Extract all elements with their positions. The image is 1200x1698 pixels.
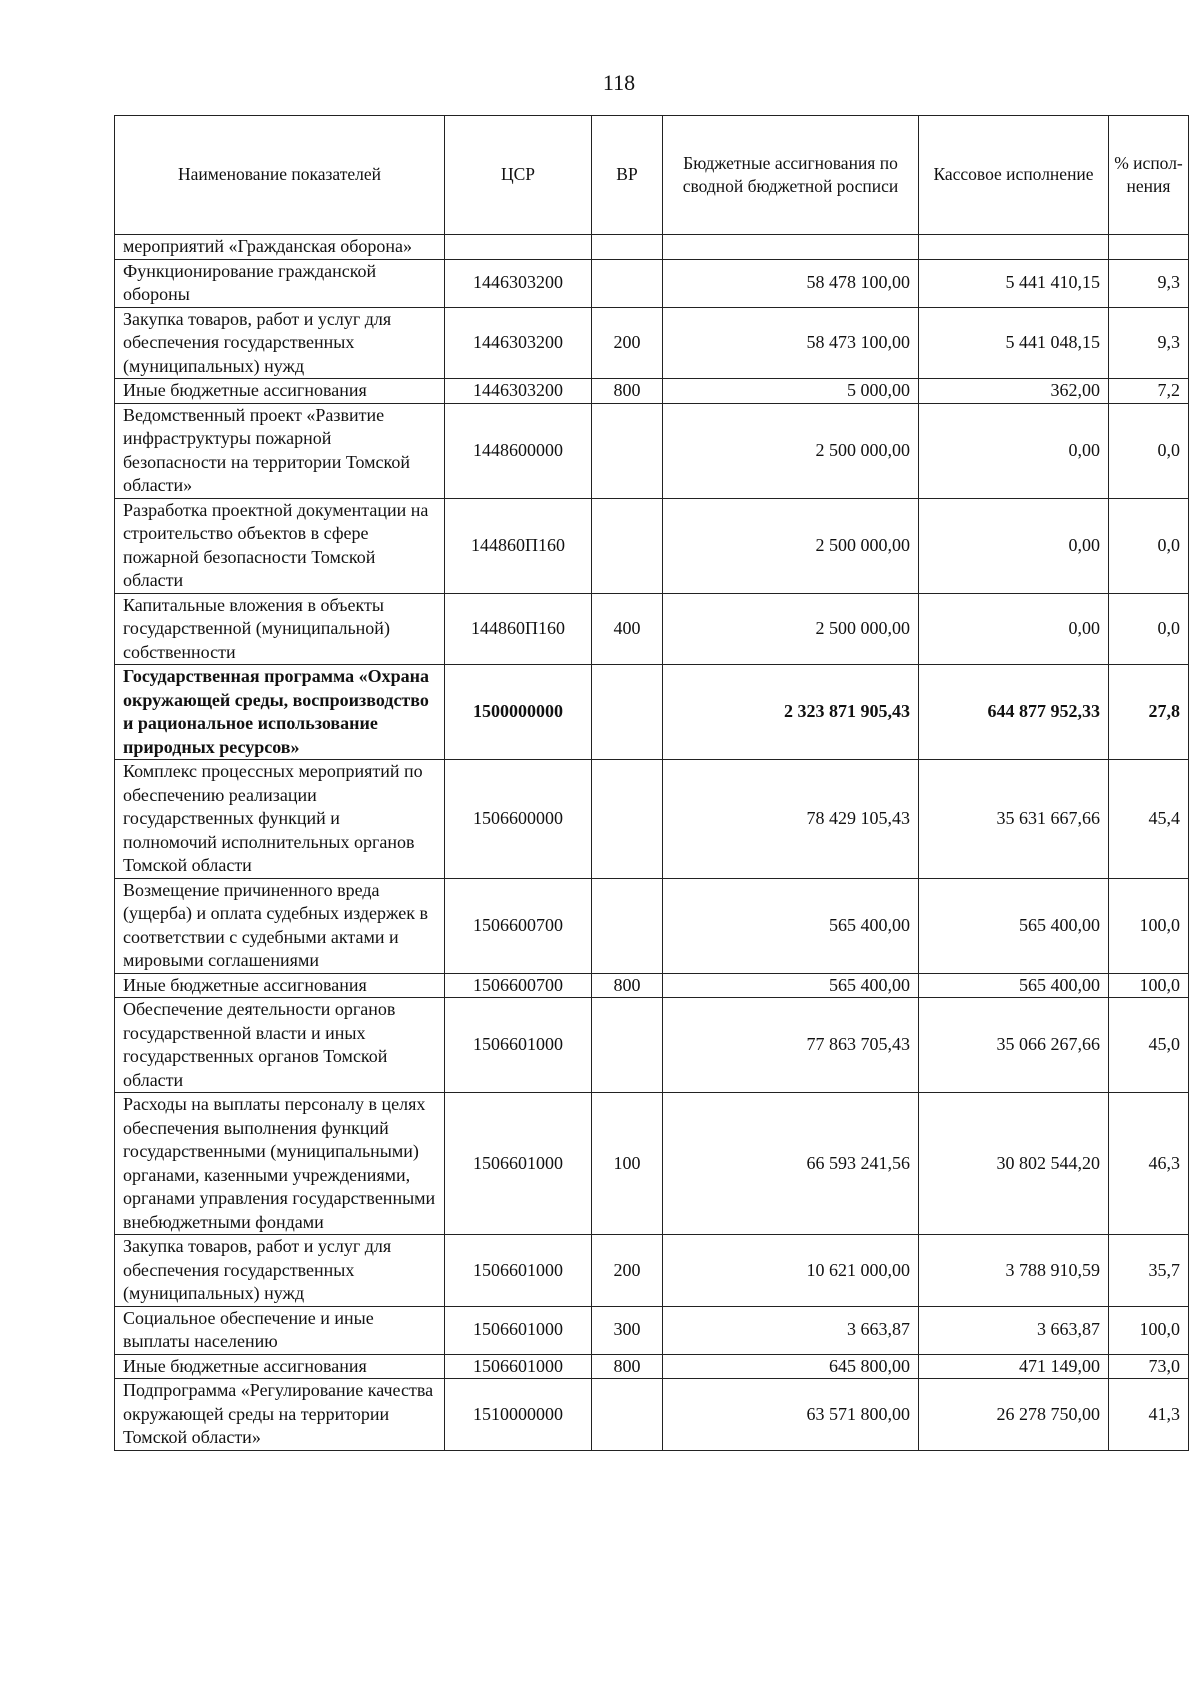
cell-budget: 645 800,00 bbox=[663, 1354, 919, 1379]
table-row bbox=[115, 403, 1189, 498]
cell-csr: 1506601000 bbox=[445, 1306, 592, 1354]
cell-percent: 35,7 bbox=[1109, 1235, 1189, 1307]
header-budget: Бюджетные ассигнования по сводной бюджетной росписи bbox=[663, 116, 919, 235]
cell-budget: 2 500 000,00 bbox=[663, 593, 919, 665]
cell-csr: 1506600700 bbox=[445, 878, 592, 973]
cell-execution: 26 278 750,00 bbox=[919, 1379, 1109, 1451]
cell-budget: 58 473 100,00 bbox=[663, 307, 919, 379]
table-row bbox=[115, 235, 1189, 260]
cell-name: Возмещение причиненного вреда (ущерба) и оплата судебных издержек в соответствии с судебными актами и мировыми соглашениями bbox=[115, 878, 445, 973]
cell-execution: 644 877 952,33 bbox=[919, 665, 1109, 760]
cell-budget: 2 323 871 905,43 bbox=[663, 665, 919, 760]
table-row bbox=[115, 665, 1189, 760]
cell-budget: 77 863 705,43 bbox=[663, 998, 919, 1093]
cell-execution: 362,00 bbox=[919, 379, 1109, 404]
cell-name: Закупка товаров, работ и услуг для обеспечения государственных (муниципальных) нужд bbox=[115, 307, 445, 379]
cell-vr: 100 bbox=[592, 1093, 663, 1235]
cell-budget: 10 621 000,00 bbox=[663, 1235, 919, 1307]
cell-csr: 1446303200 bbox=[445, 307, 592, 379]
cell-percent: 73,0 bbox=[1109, 1354, 1189, 1379]
header-csr: ЦСР bbox=[445, 116, 592, 235]
table-row bbox=[115, 593, 1189, 665]
cell-execution: 5 441 048,15 bbox=[919, 307, 1109, 379]
cell-percent: 100,0 bbox=[1109, 973, 1189, 998]
cell-csr: 1446303200 bbox=[445, 259, 592, 307]
cell-csr: 1510000000 bbox=[445, 1379, 592, 1451]
cell-name: Социальное обеспечение и иные выплаты населению bbox=[115, 1306, 445, 1354]
cell-vr bbox=[592, 235, 663, 260]
cell-percent: 0,0 bbox=[1109, 593, 1189, 665]
cell-csr: 1506601000 bbox=[445, 1354, 592, 1379]
cell-budget: 565 400,00 bbox=[663, 973, 919, 998]
cell-vr: 200 bbox=[592, 307, 663, 379]
budget-execution-table bbox=[114, 115, 1189, 1451]
page-number: 118 bbox=[602, 70, 636, 95]
cell-name: Разработка проектной документации на строительство объектов в сфере пожарной безопасности Томской области bbox=[115, 498, 445, 593]
table-row bbox=[115, 259, 1189, 307]
table-row bbox=[115, 379, 1189, 404]
cell-csr: 144860П160 bbox=[445, 498, 592, 593]
cell-budget: 3 663,87 bbox=[663, 1306, 919, 1354]
cell-csr: 1506601000 bbox=[445, 998, 592, 1093]
cell-csr: 1448600000 bbox=[445, 403, 592, 498]
cell-name: Расходы на выплаты персоналу в целях обеспечения выполнения функций государственными (муниципальными) органами, казенными учреждениями, органами управления государственными внебюджетными фондами bbox=[115, 1093, 445, 1235]
cell-execution: 471 149,00 bbox=[919, 1354, 1109, 1379]
cell-vr: 200 bbox=[592, 1235, 663, 1307]
cell-vr bbox=[592, 498, 663, 593]
cell-name: Иные бюджетные ассигнования bbox=[115, 379, 445, 404]
cell-budget: 2 500 000,00 bbox=[663, 403, 919, 498]
table-row bbox=[115, 307, 1189, 379]
cell-percent: 0,0 bbox=[1109, 403, 1189, 498]
cell-vr bbox=[592, 403, 663, 498]
cell-execution: 5 441 410,15 bbox=[919, 259, 1109, 307]
cell-vr: 300 bbox=[592, 1306, 663, 1354]
cell-budget: 63 571 800,00 bbox=[663, 1379, 919, 1451]
cell-name: Иные бюджетные ассигнования bbox=[115, 1354, 445, 1379]
cell-csr bbox=[445, 235, 592, 260]
cell-csr: 1446303200 bbox=[445, 379, 592, 404]
cell-percent: 46,3 bbox=[1109, 1093, 1189, 1235]
cell-name: Подпрограмма «Регулирование качества окружающей среды на территории Томской области» bbox=[115, 1379, 445, 1451]
header-vr: ВР bbox=[592, 116, 663, 235]
cell-percent: 45,0 bbox=[1109, 998, 1189, 1093]
table-row bbox=[115, 998, 1189, 1093]
cell-budget: 58 478 100,00 bbox=[663, 259, 919, 307]
cell-name: Комплекс процессных мероприятий по обеспечению реализации государственных функций и полномочий исполнительных органов Томской области bbox=[115, 760, 445, 879]
cell-name: Функционирование гражданской обороны bbox=[115, 259, 445, 307]
cell-budget: 565 400,00 bbox=[663, 878, 919, 973]
cell-name: Государственная программа «Охрана окружающей среды, воспроизводство и рациональное использование природных ресурсов» bbox=[115, 665, 445, 760]
cell-percent: 9,3 bbox=[1109, 307, 1189, 379]
cell-percent: 7,2 bbox=[1109, 379, 1189, 404]
cell-vr bbox=[592, 760, 663, 879]
cell-execution: 35 066 267,66 bbox=[919, 998, 1109, 1093]
cell-execution: 30 802 544,20 bbox=[919, 1093, 1109, 1235]
table-row bbox=[115, 1306, 1189, 1354]
cell-percent: 45,4 bbox=[1109, 760, 1189, 879]
table-row bbox=[115, 760, 1189, 879]
cell-execution: 3 788 910,59 bbox=[919, 1235, 1109, 1307]
cell-vr bbox=[592, 1379, 663, 1451]
cell-execution: 0,00 bbox=[919, 498, 1109, 593]
header-percent: % испол-нения bbox=[1109, 116, 1189, 235]
table-row bbox=[115, 1354, 1189, 1379]
cell-execution: 3 663,87 bbox=[919, 1306, 1109, 1354]
cell-csr: 1500000000 bbox=[445, 665, 592, 760]
cell-budget: 66 593 241,56 bbox=[663, 1093, 919, 1235]
table-row bbox=[115, 878, 1189, 973]
cell-percent bbox=[1109, 235, 1189, 260]
header-execution: Кассовое исполнение bbox=[919, 116, 1109, 235]
cell-budget: 78 429 105,43 bbox=[663, 760, 919, 879]
table-header-row bbox=[115, 116, 1189, 235]
cell-name: Капитальные вложения в объекты государственной (муниципальной) собственности bbox=[115, 593, 445, 665]
cell-vr: 400 bbox=[592, 593, 663, 665]
cell-name: Иные бюджетные ассигнования bbox=[115, 973, 445, 998]
cell-percent: 9,3 bbox=[1109, 259, 1189, 307]
cell-vr: 800 bbox=[592, 1354, 663, 1379]
cell-vr bbox=[592, 665, 663, 760]
cell-execution: 0,00 bbox=[919, 403, 1109, 498]
cell-csr: 1506601000 bbox=[445, 1235, 592, 1307]
cell-budget bbox=[663, 235, 919, 260]
cell-name: Закупка товаров, работ и услуг для обеспечения государственных (муниципальных) нужд bbox=[115, 1235, 445, 1307]
cell-percent: 100,0 bbox=[1109, 878, 1189, 973]
cell-percent: 41,3 bbox=[1109, 1379, 1189, 1451]
cell-csr: 1506600700 bbox=[445, 973, 592, 998]
cell-percent: 27,8 bbox=[1109, 665, 1189, 760]
cell-csr: 144860П160 bbox=[445, 593, 592, 665]
cell-name: Ведомственный проект «Развитие инфраструктуры пожарной безопасности на территории Томской области» bbox=[115, 403, 445, 498]
cell-budget: 2 500 000,00 bbox=[663, 498, 919, 593]
cell-execution: 565 400,00 bbox=[919, 973, 1109, 998]
cell-vr bbox=[592, 998, 663, 1093]
cell-vr bbox=[592, 878, 663, 973]
cell-execution bbox=[919, 235, 1109, 260]
table-body bbox=[115, 235, 1189, 1451]
table-row bbox=[115, 973, 1189, 998]
cell-vr: 800 bbox=[592, 973, 663, 998]
table-row bbox=[115, 498, 1189, 593]
cell-execution: 35 631 667,66 bbox=[919, 760, 1109, 879]
cell-budget: 5 000,00 bbox=[663, 379, 919, 404]
cell-percent: 0,0 bbox=[1109, 498, 1189, 593]
cell-vr bbox=[592, 259, 663, 307]
cell-csr: 1506600000 bbox=[445, 760, 592, 879]
cell-percent: 100,0 bbox=[1109, 1306, 1189, 1354]
cell-name: Обеспечение деятельности органов государственной власти и иных государственных органов Томской области bbox=[115, 998, 445, 1093]
cell-execution: 565 400,00 bbox=[919, 878, 1109, 973]
cell-name: мероприятий «Гражданская оборона» bbox=[115, 235, 445, 260]
table-row bbox=[115, 1379, 1189, 1451]
header-name: Наименование показателей bbox=[115, 116, 445, 235]
table-row bbox=[115, 1235, 1189, 1307]
cell-csr: 1506601000 bbox=[445, 1093, 592, 1235]
table-row bbox=[115, 1093, 1189, 1235]
cell-vr: 800 bbox=[592, 379, 663, 404]
cell-execution: 0,00 bbox=[919, 593, 1109, 665]
